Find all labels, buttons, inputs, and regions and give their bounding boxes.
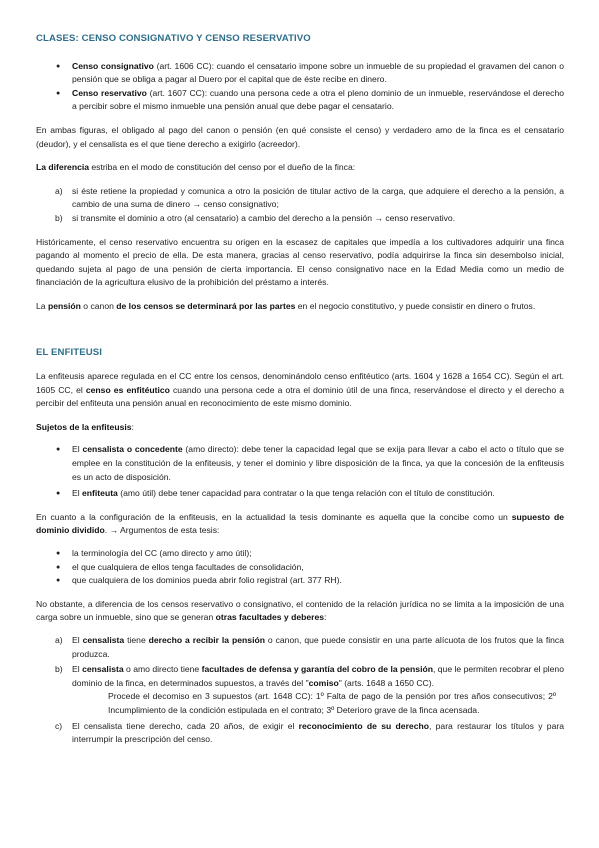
list-item: ● la terminología del CC (amo directo y amo útil);: [36, 547, 564, 561]
list-letter: b): [55, 212, 63, 223]
list-item: [36, 60, 564, 87]
document-page: [36, 32, 564, 747]
list-item: a) El censalista tiene derecho a recibir la pensión o canon, que puede consistir en una parte alícuota de los frutos que la finca produzca.: [55, 635, 565, 659]
decomiso-paragraph: Procede el decomiso en 3 supuestos (art. 1648 CC): 1º Falta de pago de la pensión por tres años consecutivos; 2º Incumplimiento de la condición estipulada en el contrato; 3º Deterioro grave de la finca acensada.: [108, 691, 556, 715]
censo-types-list: [36, 60, 564, 114]
list-item: ● que cualquiera de los dominios pueda abrir folio registral (art. 377 RH).: [36, 574, 564, 588]
item-text: si transmite el dominio a otro (al censatario) a cambio del derecho a la pensión → censo reservativo.: [72, 212, 456, 223]
paragraph: Históricamente, el censo reservativo encuentra su origen en la escasez de capitales que impedía a los cultivadores adquirir una finca pagando al momento el precio de ella. De esta manera, gracias al censo reservativo, podía adquirirse la finca sin desembolso inicial, quedando sujeta al pago de una pensión de cierta importancia. El censo consignativo nace en la Edad Media como un medio de financiación de la agricultura elusivo de la prohibición del préstamo a interés.: [36, 236, 564, 288]
paragraph-text: estriba en el modo de constitución del censo por el dueño de la finca:: [89, 162, 356, 173]
section-heading-clases: CLASES: CENSO CONSIGNATIVO Y CENSO RESERVATIVO: [36, 33, 311, 44]
list-letter: a): [55, 185, 63, 196]
list-item: ● El censalista o concedente (amo directo): debe tener la capacidad legal que se exija para llevar a cabo el acto o título que se emplee en la constitución de la enfiteusis, y tener el dominio y libre disposición de la finca, ya que la concesión de la enfiteusis es un acto de disposición.: [36, 443, 564, 484]
list-item: ● El enfiteuta (amo útil) debe tener capacidad para contratar o la que tenga relación con el título de constitución.: [36, 487, 564, 501]
list-item: b) El censalista o amo directo tiene facultades de defensa y garantía del cobro de la pensión, que le permiten recobrar el pleno dominio de la finca, en determinados supuestos, a través del "comiso" (arts. 1648 a 1650 CC).: [55, 664, 564, 688]
paragraph: La pensión o canon de los censos se determinará por las partes en el negocio constitutivo, y puede consistir en dinero o frutos.: [36, 300, 536, 311]
subjects-list: [36, 443, 564, 500]
list-item: ● el que cualquiera de ellos tenga facultades de consolidación,: [36, 561, 564, 575]
paragraph: En ambas figuras, el obligado al pago del canon o pensión (en qué consiste el censo) y verdadero amo de la finca es el censatario (deudor), y el censalista es el que tiene derecho a exigirlo (acreedor).: [36, 124, 564, 149]
item-text: si éste retiene la propiedad y comunica a otro la posición de titular activo de la carga, que adquiere el derecho a la pensión, a cambio de una suma de dinero → censo consignativo;: [72, 185, 564, 210]
term-bold: Censo reservativo: [72, 87, 147, 98]
facultades-list: [36, 634, 564, 690]
paragraph: No obstante, a diferencia de los censos reservativo o consignativo, el contenido de la relación jurídica no se limita a la imposición de una carga sobre un inmueble, sino que se generan otras facultades y deberes:: [36, 598, 564, 623]
section-heading-enfiteusi: EL ENFITEUSI: [36, 346, 103, 358]
item-text: (art. 1606 CC): cuando el censatario impone sobre un inmueble de su propiedad el gravamen del canon o pensión que se obliga a pagar al Duero por el capital que de éste recibe en dinero.: [72, 60, 564, 85]
subjects-heading: Sujetos de la enfiteusis:: [36, 421, 134, 432]
item-text: (art. 1607 CC): cuando una persona cede a otra el pleno dominio de un inmueble, reservándose el derecho a percibir sobre el mismo inmueble una pensión anual que debe pagar el censatario.: [72, 87, 565, 112]
arguments-list: [36, 547, 564, 588]
list-item: [36, 185, 564, 212]
paragraph: En cuanto a la configuración de la enfiteusis, en la actualidad la tesis dominante es aquella que la concibe como un supuesto de dominio dividido. → Argumentos de esta tesis:: [36, 511, 564, 536]
paragraph: [36, 161, 564, 175]
paragraph: La enfiteusis aparece regulada en el CC entre los censos, denominándolo censo enfitéutico (arts. 1604 y 1628 a 1654 CC). Según el art. 1605 CC, el censo es enfitéutico cuando una persona cede a otra el dominio útil de una finca, reservándose el directo y el derecho a percibir del enfiteuta una pensión anual en reconocimiento de este mismo dominio.: [36, 371, 564, 409]
list-item: c) El censalista tiene derecho, cada 20 años, de exigir el reconocimiento de su derecho, para restaurar los títulos y para interrumpir la prescripción del censo.: [55, 720, 564, 745]
term-bold: Censo consignativo: [72, 60, 154, 71]
list-item: [36, 87, 564, 114]
facultades-list-cont: [36, 720, 564, 747]
term-bold: La diferencia: [36, 162, 90, 173]
list-item: [36, 212, 564, 226]
difference-list: [36, 185, 564, 226]
